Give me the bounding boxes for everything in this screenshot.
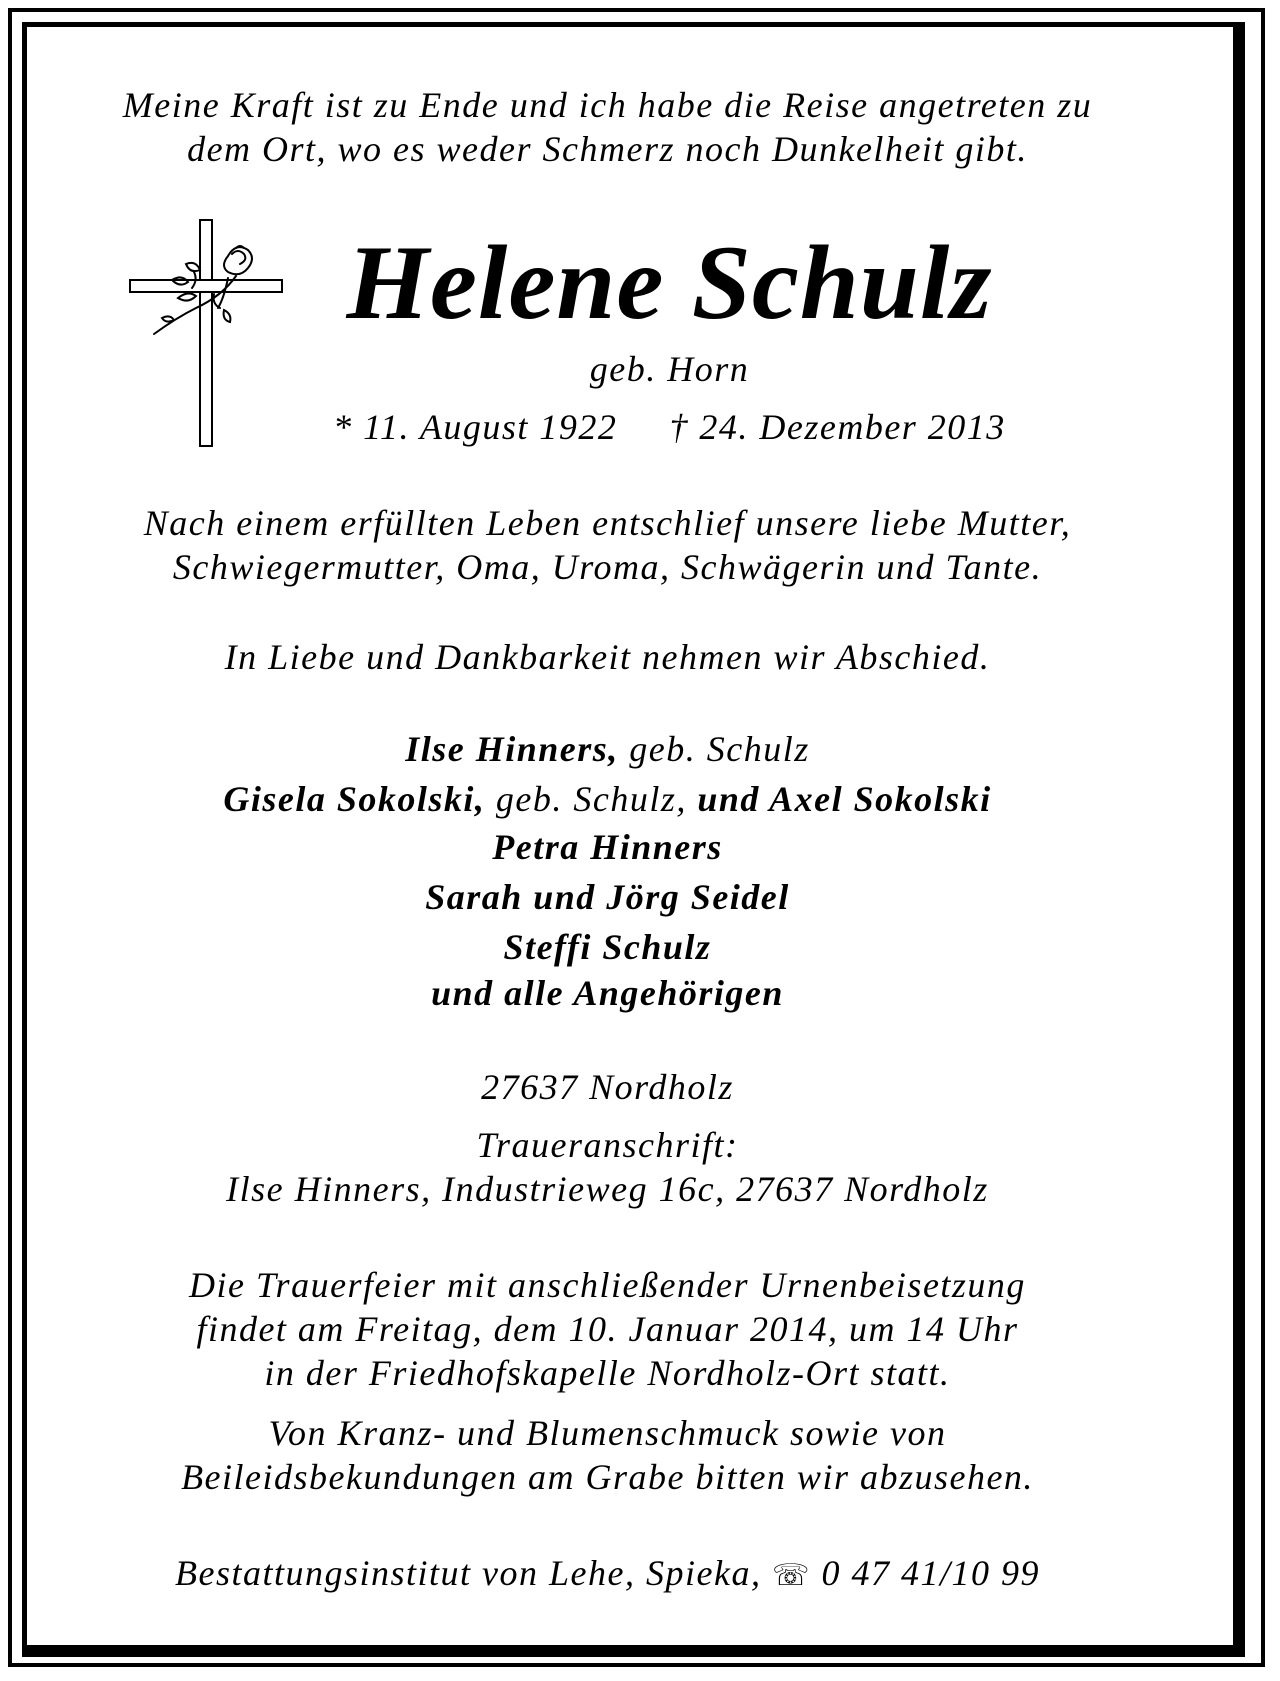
funeral-home-text: Bestattungsinstitut von Lehe, Spieka, xyxy=(175,1553,772,1593)
mourner-1-note: geb. Schulz xyxy=(618,729,810,769)
phone-icon: ☏ xyxy=(771,1558,811,1593)
motto-line-1: Meine Kraft ist zu Ende und ich habe die Reise angetreten zu xyxy=(122,85,1093,125)
birth-date: * 11. August 1922 xyxy=(333,407,618,447)
message-line-2: Schwiegermutter, Oma, Uroma, Schwägerin und Tante. xyxy=(172,547,1043,587)
maiden-name: geb. Horn xyxy=(589,349,750,389)
funeral-home-phone: 0 47 41/10 99 xyxy=(810,1553,1040,1593)
life-dates xyxy=(62,406,1277,448)
message-line-1: Nach einem erfüllten Leben entschlief unsere liebe Mutter, xyxy=(143,503,1072,543)
mourner-5: Steffi Schulz xyxy=(503,927,712,967)
place: 27637 Nordholz xyxy=(481,1067,734,1107)
mourner-4: Sarah und Jörg Seidel xyxy=(425,877,790,917)
mourner-6: und alle Angehörigen xyxy=(431,973,784,1013)
ceremony-line-2: findet am Freitag, dem 10. Januar 2014, um 14 Uhr xyxy=(196,1309,1019,1349)
mourner-1-name: Ilse Hinners, xyxy=(405,729,619,769)
deceased-name: Helene Schulz xyxy=(346,224,993,341)
ceremony-line-1: Die Trauerfeier mit anschließender Urnenbeisetzung xyxy=(189,1265,1026,1305)
address-label: Traueranschrift: xyxy=(476,1125,739,1165)
address-value: Ilse Hinners, Industrieweg 16c, 27637 Nordholz xyxy=(226,1169,989,1209)
motto-line-2: dem Ort, wo es weder Schmerz noch Dunkelheit gibt. xyxy=(187,129,1028,169)
ceremony-line-3: in der Friedhofskapelle Nordholz-Ort statt. xyxy=(264,1353,951,1393)
farewell-line: In Liebe und Dankbarkeit nehmen wir Abschied. xyxy=(224,637,991,677)
funeral-home xyxy=(0,1552,1215,1594)
request-line-2: Beileidsbekundungen am Grabe bitten wir abzusehen. xyxy=(181,1457,1034,1497)
mourner-1 xyxy=(0,728,1215,770)
mourner-2-name: Gisela Sokolski, xyxy=(223,779,486,819)
mourner-2-note: geb. Schulz, xyxy=(485,779,687,819)
death-date: † 24. Dezember 2013 xyxy=(669,407,1006,447)
mourner-2 xyxy=(0,778,1215,820)
request-line-1: Von Kranz- und Blumenschmuck sowie von xyxy=(268,1413,947,1453)
mourner-3: Petra Hinners xyxy=(492,827,723,867)
mourner-2-tail: und Axel Sokolski xyxy=(686,779,992,819)
